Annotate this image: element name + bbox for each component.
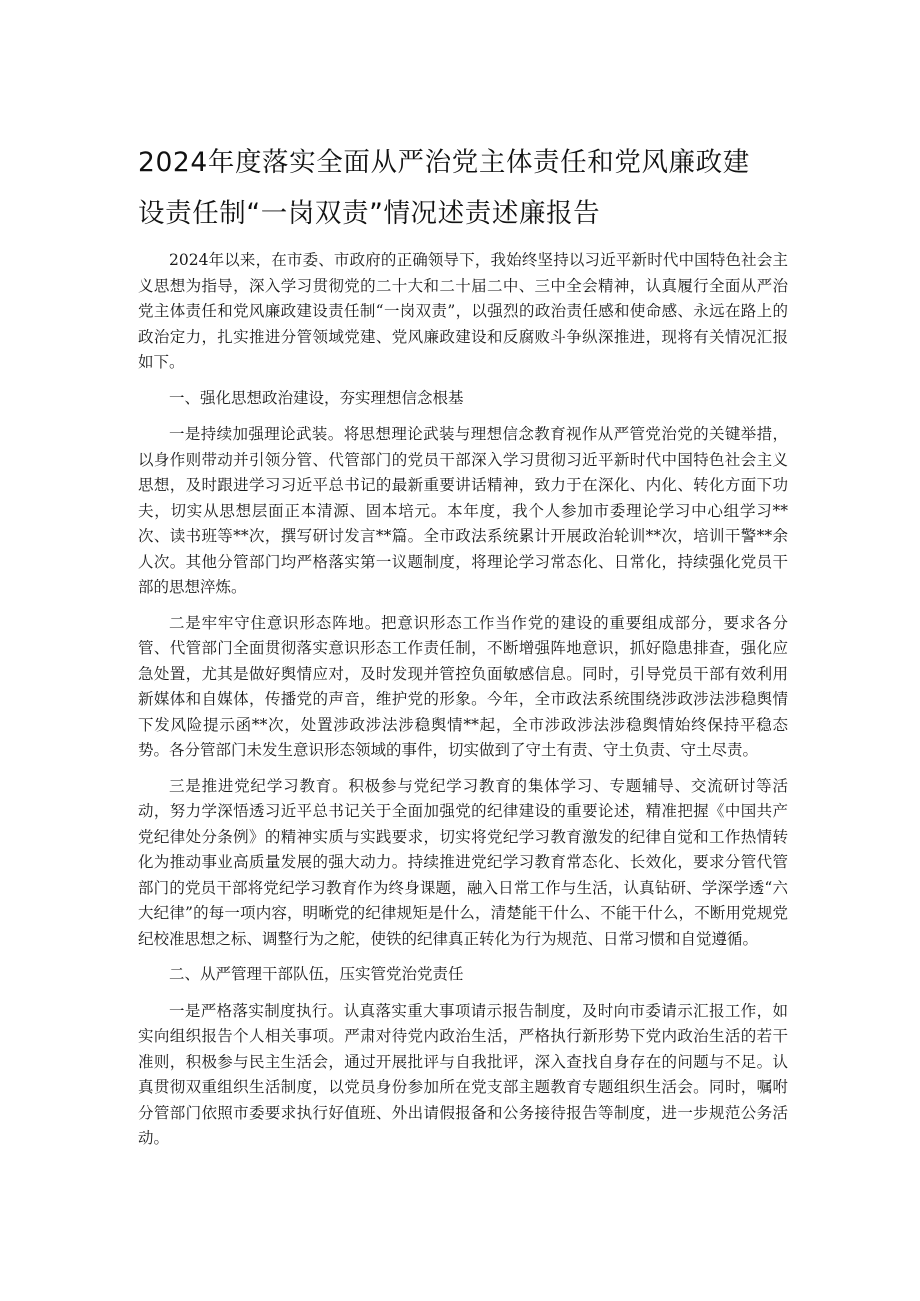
section-1-paragraph-3: 三是推进党纪学习教育。积极参与党纪学习教育的集体学习、专题辅导、交流研讨等活动，努力学深悟透习近平总书记关于全面加强党的纪律建设的重要论述，精准把握《中国共产党纪律处分条例》的精神实质与实践要求，切实将党纪学习教育激发的纪律自觉和工作热情转化为推动事业高质量发展的强大动力。持续推进党纪学习教育常态化、长效化，要求分管代管部门的党员干部将党纪学习教育作为终身课题，融入日常工作与生活，认真钻研、学深学透“六大纪律”的每一项内容，明晰党的纪律规矩是什么，清楚能干什么、不能干什么，不断用党规党纪校准思想之标、调整行为之舵，使铁的纪律真正转化为行为规范、日常习惯和自觉遵循。 [138,776,788,948]
title-line-1: 2024年度落实全面从严治党主体责任和党风廉政建 [138,147,750,178]
section-2-heading: 二、从严管理干部队伍，压实管党治党责任 [169,965,464,983]
section-1-paragraph-1: 一是持续加强理论武装。将思想理论武装与理想信念教育视作从严管党治党的关键举措，以身作则带动并引领分管、代管部门的党员干部深入学习贯彻习近平新时代中国特色社会主义思想，及时跟进学习习近平总书记的最新重要讲话精神，致力于在深化、内化、转化方面下功夫，切实从思想层面正本清源、固本培元。本年度，我个人参加市委理论学习中心组学习**次、读书班等**次，撰写研讨发言**篇。全市政法系统累计开展政治轮训**次，培训干警**余人次。其他分管部门均严格落实第一议题制度，将理论学习常态化、日常化，持续强化党员干部的思想淬炼。 [138,425,788,596]
section-1-heading: 一、强化思想政治建设，夯实理想信念根基 [169,388,464,407]
document-title [138,137,798,239]
section-2-paragraph-1: 一是严格落实制度执行。认真落实重大事项请示报告制度，及时向市委请示汇报工作，如实向组织报告个人相关事项。严肃对待党内政治生活，严格执行新形势下党内政治生活的若干准则，积极参与民主生活会，通过开展批评与自我批评，深入查找自身存在的问题与不足。认真贯彻双重组织生活制度，以党员身份参加所在党支部主题教育专题组织生活会。同时，嘱咐分管部门依照市委要求执行好值班、外出请假报备和公务接待报告等制度，进一步规范公务活动。 [138,1001,788,1147]
title-line-2: 设责任制“一岗双责”情况述责述廉报告 [138,198,601,229]
intro-paragraph: 2024年以来，在市委、市政府的正确领导下，我始终坚持以习近平新时代中国特色社会主义思想为指导，深入学习贯彻党的二十大和二十届二中、三中全会精神，认真履行全面从严治党主体责任和党风廉政建设责任制“一岗双责”，以强烈的政治责任感和使命感、永远在路上的政治定力，扎实推进分管领域党建、党风廉政建设和反腐败斗争纵深推进，现将有关情况汇报如下。 [138,251,788,371]
section-1-paragraph-2: 二是牢牢守住意识形态阵地。把意识形态工作当作党的建设的重要组成部分，要求各分管、代管部门全面贯彻落实意识形态工作责任制，不断增强阵地意识，抓好隐患排查，强化应急处置，尤其是做好舆情应对，及时发现并管控负面敏感信息。同时，引导党员干部有效利用新媒体和自媒体，传播党的声音，维护党的形象。今年，全市政法系统围绕涉政涉法涉稳舆情下发风险提示函**次，处置涉政涉法涉稳舆情**起，全市涉政涉法涉稳舆情始终保持平稳态势。各分管部门未发生意识形态领域的事件，切实做到了守土有责、守土负责、守土尽责。 [138,613,788,759]
document-body [138,248,788,1162]
